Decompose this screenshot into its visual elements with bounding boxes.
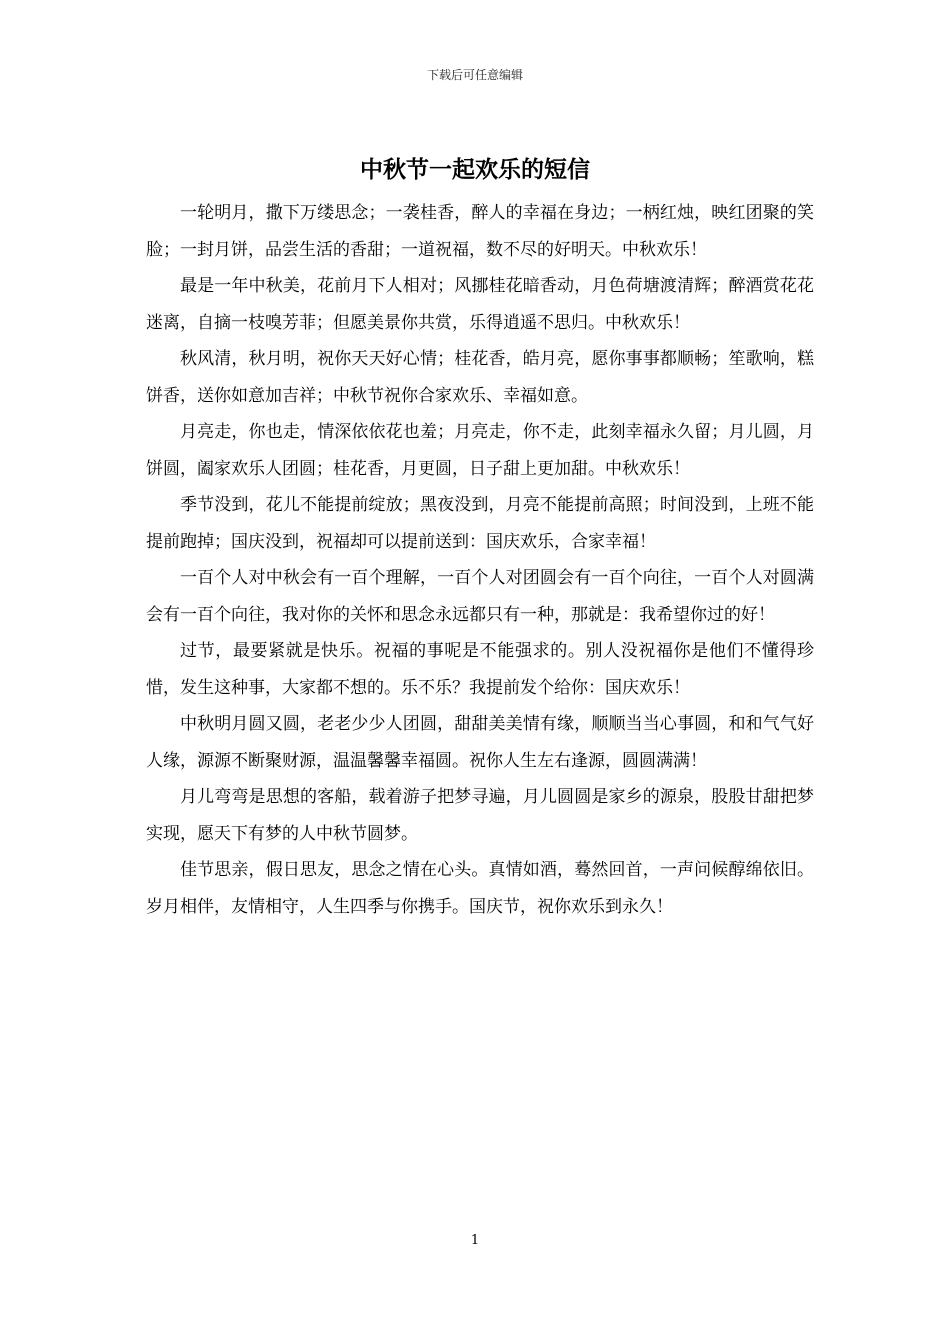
paragraph: 月儿弯弯是思想的客船，载着游子把梦寻遍，月儿圆圆是家乡的源泉，股股甘甜把梦实现，愿天下有梦的人中秋节圆梦。 <box>146 787 814 844</box>
paragraph: 秋风清，秋月明，祝你天天好心情；桂花香，皓月亮，愿你事事都顺畅；笙歌响，糕饼香，送你如意加吉祥；中秋节祝你合家欢乐、幸福如意。 <box>146 349 814 406</box>
paragraph: 中秋明月圆又圆，老老少少人团圆，甜甜美美情有缘，顺顺当当心事圆，和和气气好人缘，源源不断聚财源，温温馨馨幸福圆。祝你人生左右逢源，圆圆满满！ <box>146 714 814 771</box>
paragraph: 过节，最要紧就是快乐。祝福的事呢是不能强求的。别人没祝福你是他们不懂得珍惜，发生这种事，大家都不想的。乐不乐？我提前发个给你：国庆欢乐！ <box>146 641 814 698</box>
paragraph: 月亮走，你也走，情深依依花也羞；月亮走，你不走，此刻幸福永久留；月儿圆，月饼圆，阖家欢乐人团圆；桂花香，月更圆，日子甜上更加甜。中秋欢乐！ <box>146 422 814 479</box>
paragraph: 最是一年中秋美，花前月下人相对；风挪桂花暗香动，月色荷塘渡清辉；醉酒赏花花迷离，自摘一枝嗅芳菲；但愿美景你共赏，乐得逍遥不思归。中秋欢乐！ <box>146 276 814 333</box>
paragraph: 季节没到，花儿不能提前绽放；黑夜没到，月亮不能提前高照；时间没到，上班不能提前跑掉；国庆没到，祝福却可以提前送到：国庆欢乐，合家幸福！ <box>146 495 814 552</box>
document-title: 中秋节一起欢乐的短信 <box>360 156 590 183</box>
paragraph: 一轮明月，撒下万缕思念；一袭桂香，醉人的幸福在身边；一柄红烛，映红团聚的笑脸；一封月饼，品尝生活的香甜；一道祝福，数不尽的好明天。中秋欢乐！ <box>146 203 814 260</box>
paragraph: 一百个人对中秋会有一百个理解，一百个人对团圆会有一百个向往，一百个人对圆满会有一百个向往，我对你的关怀和思念永远都只有一种，那就是：我希望你过的好！ <box>146 568 814 625</box>
paragraph: 佳节思亲，假日思友，思念之情在心头。真情如酒，蓦然回首，一声问候醇绵依旧。岁月相伴，友情相守，人生四季与你携手。国庆节，祝你欢乐到永久！ <box>146 860 814 917</box>
page-number: 1 <box>470 1233 480 1248</box>
header-note: 下载后可任意编辑 <box>426 68 523 82</box>
document-body <box>146 195 814 925</box>
